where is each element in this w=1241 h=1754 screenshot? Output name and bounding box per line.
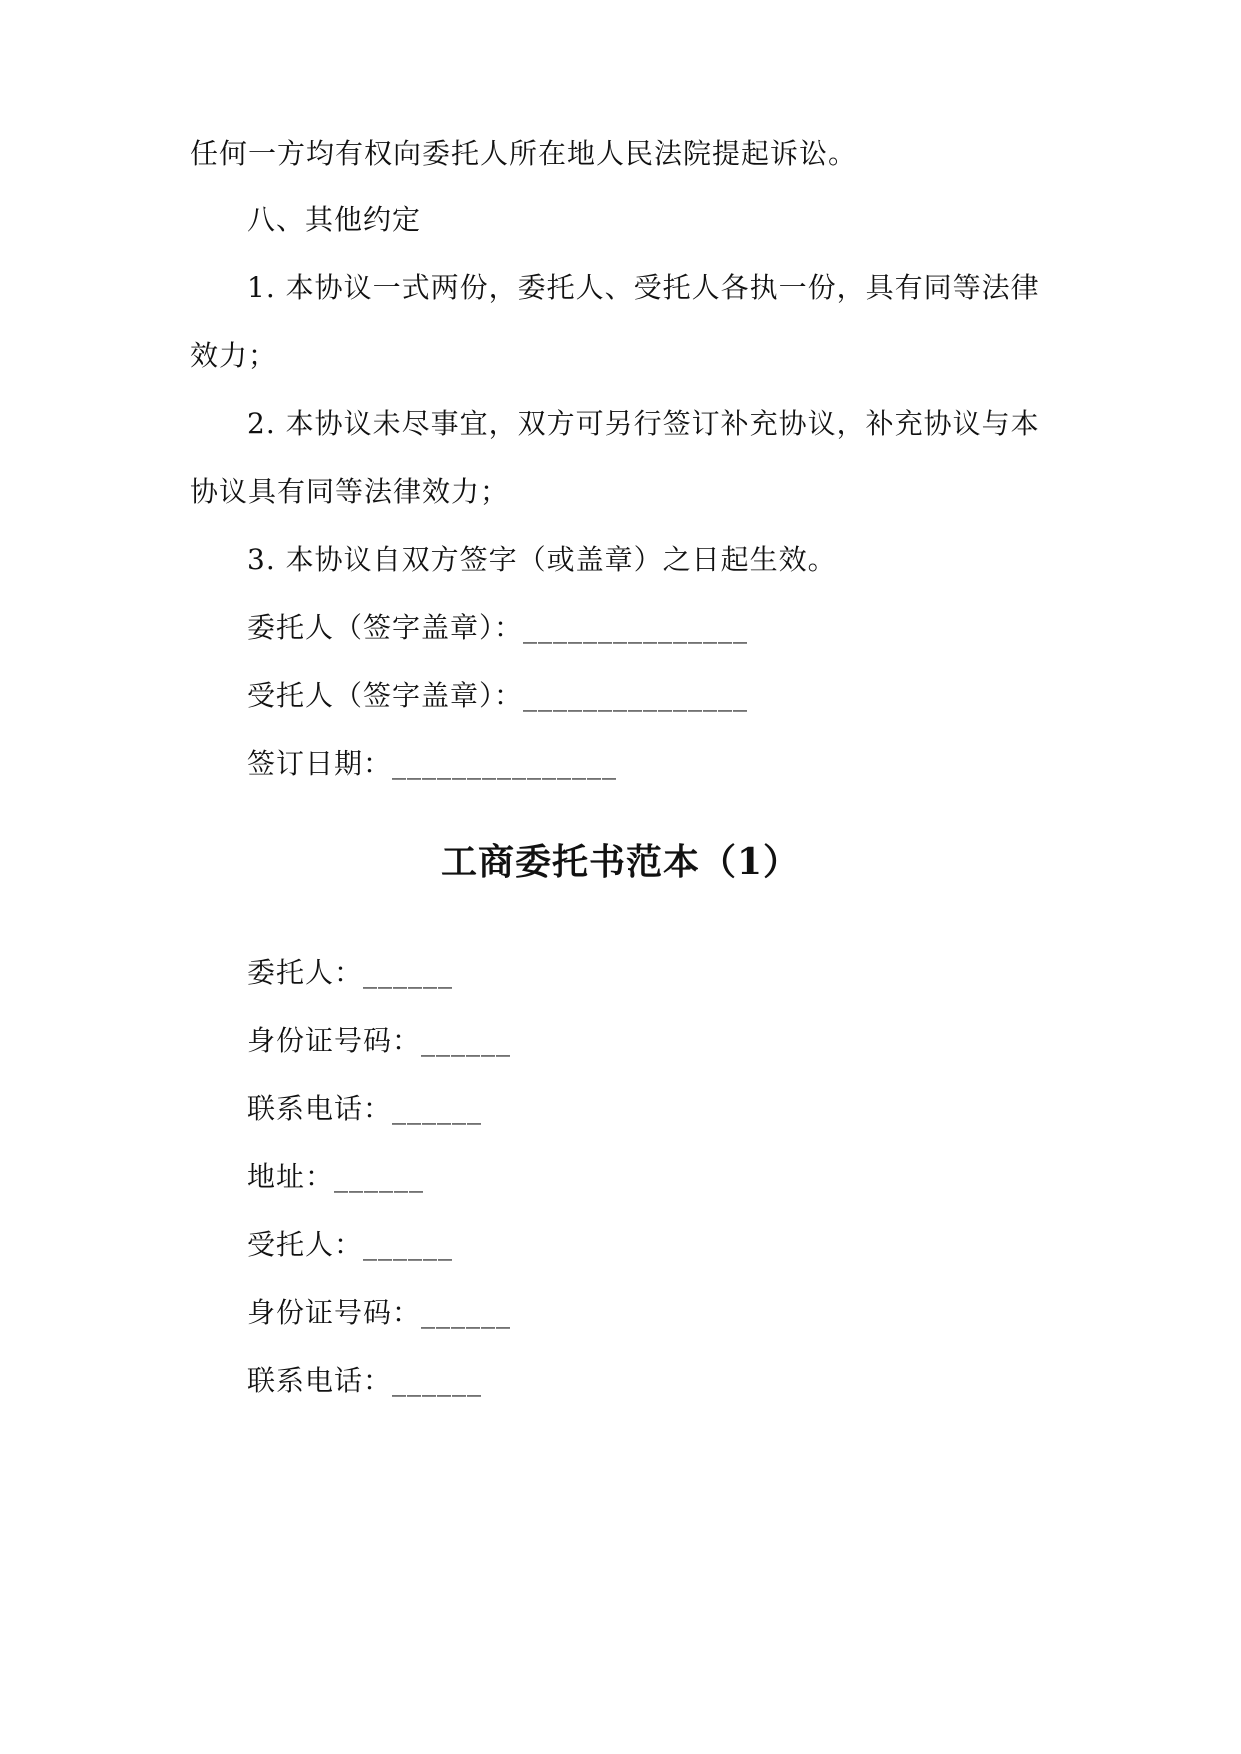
section-heading-other-agreements: 八、其他约定: [247, 203, 422, 236]
agent-phone-field: 联系电话：______: [247, 1364, 483, 1397]
clause-2-line-2: 协议具有同等法律效力；: [190, 475, 510, 508]
clause-1-line-2: 效力；: [190, 339, 278, 372]
agent-field: 受托人：______: [247, 1228, 454, 1261]
principal-address-field: 地址：______: [247, 1160, 425, 1193]
clause-3: 3. 本协议自双方签字（或盖章）之日起生效。: [247, 543, 837, 576]
principal-signature-line: 委托人（签字盖章）：_______________: [247, 611, 749, 644]
document-title: 工商委托书范本（1）: [440, 841, 801, 883]
agent-id-field: 身份证号码：______: [247, 1296, 512, 1329]
paragraph-litigation: 任何一方均有权向委托人所在地人民法院提起诉讼。: [190, 137, 858, 170]
principal-phone-field: 联系电话：______: [247, 1092, 483, 1125]
agent-signature-line: 受托人（签字盖章）：_______________: [247, 679, 749, 712]
clause-2-line-1: 2. 本协议未尽事宜，双方可另行签订补充协议，补充协议与本: [247, 407, 1040, 440]
principal-field: 委托人：______: [247, 956, 454, 989]
clause-1-line-1: 1. 本协议一式两份，委托人、受托人各执一份，具有同等法律: [247, 271, 1040, 304]
signing-date-line: 签订日期：_______________: [247, 747, 618, 780]
principal-id-field: 身份证号码：______: [247, 1024, 512, 1057]
